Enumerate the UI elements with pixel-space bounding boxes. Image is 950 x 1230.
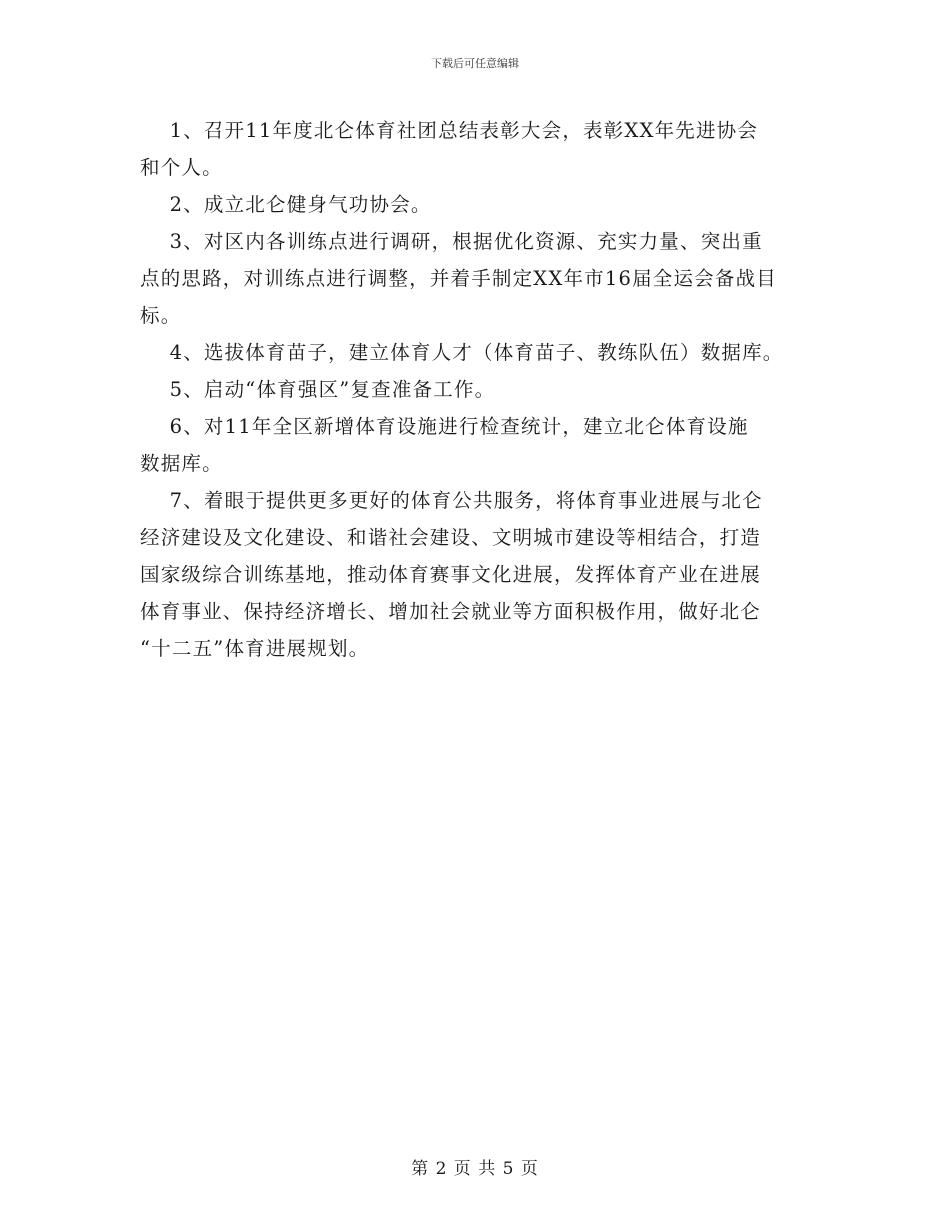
body-line: 4、选拔体育苗子，建立体育人才（体育苗子、教练队伍）数据库。 — [140, 341, 784, 364]
body-line: 和个人。 — [140, 156, 223, 179]
body-line: 3、对区内各训练点进行调研，根据优化资源、充实力量、突出重 — [140, 230, 763, 253]
body-line: 1、召开11年度北仑体育社团总结表彰大会，表彰XX年先进协会 — [140, 119, 759, 142]
page-header: 下载后可任意编辑 — [431, 57, 519, 70]
body-line: 点的思路，对训练点进行调整，并着手制定XX年市16届全运会备战目 — [140, 267, 777, 290]
body-line: 国家级综合训练基地，推动体育赛事文化进展，发挥体育产业在进展 — [140, 563, 762, 586]
body-line: 数据库。 — [140, 452, 223, 475]
body-line: 标。 — [140, 304, 182, 327]
body-line: 6、对11年全区新增体育设施进行检查统计，建立北仑体育设施 — [140, 415, 749, 438]
body-line: 2、成立北仑健身气功协会。 — [140, 193, 432, 216]
body-line: 体育事业、保持经济增长、增加社会就业等方面积极作用，做好北仑 — [140, 600, 762, 623]
body-line: 7、着眼于提供更多更好的体育公共服务，将体育事业进展与北仑 — [140, 489, 763, 512]
document-body — [140, 112, 820, 667]
body-line: 经济建设及文化建设、和谐社会建设、文明城市建设等相结合，打造 — [140, 526, 762, 549]
body-line: 5、启动“体育强区”复查准备工作。 — [140, 378, 496, 401]
body-line: “十二五”体育进展规划。 — [140, 637, 370, 660]
page-number: 第 2 页 共 5 页 — [411, 1159, 539, 1179]
